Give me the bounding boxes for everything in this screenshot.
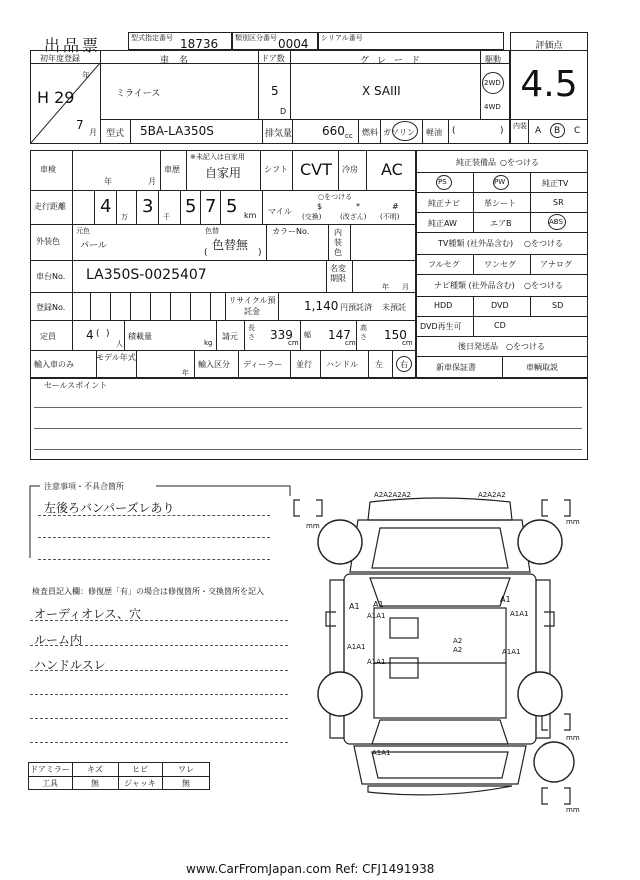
interior-label: 内装 (513, 122, 527, 130)
nav-type-title: ナビ種類 (社外品含む) (434, 281, 515, 290)
inspector-line-3: ハンドルスレ (34, 658, 106, 672)
nav-cd: CD (494, 321, 506, 330)
dmg-7: A1A1 (367, 658, 386, 666)
grade-value: X SAIII (362, 84, 401, 98)
inspector-line-1: オーディオレス、穴 (34, 607, 142, 621)
history-label: 車歴 (164, 165, 180, 174)
model-cert-label: 型式指定番号 (131, 34, 173, 42)
dmg-3: A1A1 (367, 612, 386, 620)
model-year-label: モデル年式 (96, 353, 136, 362)
registration-label: 登録No. (36, 303, 66, 312)
equip-airbag: エアB (490, 219, 512, 228)
equip-sr: SR (553, 198, 564, 207)
tamper-symbol: * (356, 202, 360, 211)
nav-dvd: DVD (491, 301, 509, 310)
grade-label: グレード (360, 56, 429, 66)
month-value: 7 (76, 118, 84, 132)
recycle-label: リサイクル預託金 (228, 296, 276, 316)
drive-label: 駆動 (485, 55, 501, 64)
original-color-label: 元色 (76, 227, 90, 235)
legend-jack-none: 無 (182, 779, 190, 788)
unit-rear-right: mm (566, 734, 580, 742)
car-damage-diagram (290, 488, 590, 813)
name-change-month-unit: 月 (402, 283, 409, 291)
shift-label: シフト (264, 165, 288, 174)
original-color-value: パール (80, 241, 107, 251)
rating-label: 評価点 (535, 41, 563, 51)
mileage-label: 走行距離 (34, 202, 66, 211)
left-handle: 左 (375, 360, 383, 369)
tv-type-circle-note: ○をつける (524, 239, 563, 248)
inspection-month-unit: 月 (148, 177, 156, 186)
category-value: 0004 (278, 37, 309, 51)
inspector-line-2: ルーム内 (34, 633, 83, 647)
unit-front-right: mm (566, 518, 580, 526)
year-unit: 年 (82, 71, 90, 80)
height-unit: cm (402, 339, 413, 347)
interior-a: A (535, 126, 542, 136)
light-oil-label: 軽油 (426, 128, 442, 137)
month-unit: 月 (89, 128, 97, 137)
first-reg-label: 初年度登録 (40, 54, 80, 63)
rating-value: 4.5 (520, 64, 578, 105)
car-name: ミライース (116, 89, 161, 99)
nav-type-circle-note: ○をつける (524, 281, 563, 290)
displacement-label: 排気量 (265, 129, 293, 139)
nav-hdd: HDD (434, 301, 453, 310)
mileage-digit-3: 5 (185, 196, 197, 217)
vehicle-manual: 車輌取説 (526, 363, 558, 372)
height-label: 高さ (360, 324, 367, 341)
color-number-label: カラーNo. (272, 227, 310, 236)
unit-spare: mm (566, 806, 580, 814)
interior-b: B (554, 126, 561, 136)
import-class-label: 輸入区分 (198, 360, 230, 369)
mileage-digit-4: 7 (205, 196, 217, 217)
length-value: 339 (270, 328, 293, 342)
color-change-label: 色替 (205, 227, 219, 235)
tamper-label: (改ざん) (340, 213, 367, 221)
parallel-label: 並行 (296, 360, 312, 369)
tv-full-seg: フルセグ (428, 260, 460, 269)
interior-c: C (574, 126, 581, 136)
dmg-8: A2 (453, 637, 463, 645)
shift-value: CVT (300, 160, 332, 179)
color-paren-close: ) (258, 248, 262, 258)
era-year: H 29 (37, 88, 75, 107)
legend-jack: ジャッキ (124, 779, 156, 788)
dmg-6: A1A1 (347, 643, 366, 651)
mileage-digit-2: 3 (142, 196, 154, 217)
right-handle: 右 (400, 360, 408, 369)
dmg-1: A1 (349, 602, 360, 611)
mileage-man: 万 (121, 213, 128, 221)
dmg-9: A2 (453, 646, 463, 654)
interior-color-label: 内装色 (334, 228, 342, 257)
handle-label: ハンドル (326, 360, 358, 369)
capacity-label: 定員 (40, 332, 56, 341)
displacement-value: 660 (322, 124, 345, 138)
doors-value: 5 (271, 84, 279, 98)
legend-tools: 工具 (42, 779, 58, 788)
drive-2wd: 2WD (484, 79, 501, 87)
category-label: 類別区分番号 (235, 34, 277, 42)
recycle-paid: 円預託済 (340, 303, 372, 312)
equip-nav: 純正ナビ (428, 199, 460, 208)
dmg-2: A1 (373, 600, 384, 609)
nav-dvd-play: DVD再生可 (420, 322, 462, 331)
sales-points-label: セールスポイント (44, 381, 108, 390)
model-cert-value: 18736 (180, 37, 219, 51)
dmg-rear: A1A1 (372, 749, 391, 757)
mileage-circle-note: ○をつける (318, 193, 353, 201)
model-year-unit: 年 (182, 369, 189, 377)
sheet-title: 出品票 (44, 36, 102, 55)
exterior-label: 外装色 (36, 237, 60, 246)
mileage-digit-5: 5 (226, 196, 238, 217)
recycle-value: 1,140 (304, 299, 339, 313)
nav-sd: SD (552, 301, 564, 310)
new-car-warranty: 新車保証書 (436, 363, 476, 372)
chassis-label: 車台No. (36, 272, 66, 281)
load-label: 積載量 (128, 332, 152, 341)
import-label: 輸入車のみ (34, 360, 74, 369)
footer-watermark: www.CarFromJapan.com Ref: CFJ1491938 (186, 862, 435, 876)
sales-points-box (30, 378, 588, 460)
unknown-label: (不明) (380, 213, 400, 221)
color-change-value: 色替無 (212, 238, 249, 252)
length-unit: cm (288, 339, 299, 347)
equip-ps: PS (438, 178, 447, 186)
load-unit: kg (204, 339, 213, 347)
equipment-title: 純正装備品 (456, 158, 496, 167)
history-note: ※未記入は自家用 (190, 153, 245, 161)
caution-bracket (26, 482, 294, 562)
history-value: 自家用 (205, 166, 242, 180)
caution-label: 注意事項・不具合箇所 (44, 482, 124, 491)
exchange-symbol: $ (317, 202, 323, 211)
width-label: 幅 (304, 331, 311, 339)
cooling-label: 冷房 (342, 165, 358, 174)
mile-label: マイル (268, 207, 292, 216)
dmg-front-left: A2A2A2A2 (374, 491, 411, 499)
exchange-label: (交換) (302, 213, 322, 221)
mileage-sen: 千 (163, 213, 170, 221)
equipment-circle-note: ○をつける (500, 158, 539, 167)
chassis-value: LA350S-0025407 (86, 267, 207, 283)
legend-tools-none: 無 (91, 779, 99, 788)
caution-text: 左後ろバンパーズレあり (44, 501, 175, 515)
equip-aw: 純正AW (428, 219, 457, 228)
inspection-label: 車検 (40, 165, 56, 174)
serial-label: シリアル番号 (321, 34, 363, 42)
car-name-label: 車名 (160, 56, 199, 66)
legend-header-scratch: キズ (87, 765, 103, 774)
capacity-value: 4 (86, 328, 94, 342)
unknown-symbol: # (392, 202, 399, 211)
dealer-label: ディーラー (243, 360, 283, 369)
color-paren-open: ( (204, 248, 208, 258)
name-change-year-unit: 年 (382, 283, 389, 291)
unit-front-left: mm (306, 522, 320, 530)
equip-tv: 純正TV (542, 179, 569, 188)
equip-pw: PW (494, 178, 506, 186)
width-value: 147 (328, 328, 351, 342)
name-change-label: 名変期限 (330, 264, 346, 283)
equip-abs: ABS (549, 218, 563, 226)
legend-header-crack: ヒビ (132, 765, 148, 774)
height-value: 150 (384, 328, 407, 342)
model-value: 5BA-LA350S (140, 124, 214, 138)
later-docs-title: 後日発送品 (458, 342, 498, 351)
fuel-label: 燃料 (362, 128, 378, 137)
legend-header-mirror: ドアミラー (30, 765, 70, 774)
later-docs-circle-note: ○をつける (506, 342, 545, 351)
model-label: 型式 (106, 129, 125, 139)
width-unit: cm (345, 339, 356, 347)
dmg-4: A1 (500, 595, 511, 604)
capacity-unit: 人 (116, 340, 123, 348)
inspection-year-unit: 年 (104, 177, 112, 186)
details-block (30, 150, 416, 378)
tv-one-seg: ワンセグ (484, 260, 516, 269)
doors-label: ドア数 (261, 54, 285, 63)
length-label: 長さ (248, 324, 255, 341)
dmg-front-right: A2A2A2 (478, 491, 506, 499)
request-label: 請元 (222, 332, 238, 341)
dmg-5: A1A1 (510, 610, 529, 618)
recycle-unpaid: 未預託 (382, 303, 406, 312)
fuel-value: ガソリン (383, 128, 415, 137)
mileage-digit-1: 4 (100, 196, 112, 217)
tv-type-title: TV種類 (社外品含む) (438, 239, 514, 248)
mileage-unit: km (244, 211, 257, 220)
cooling-value: AC (381, 160, 403, 179)
doors-suffix: D (280, 107, 287, 116)
displacement-unit: cc (345, 132, 353, 140)
tv-analog: アナログ (540, 260, 572, 269)
drive-4wd: 4WD (484, 103, 501, 111)
dmg-10: A1A1 (502, 648, 521, 656)
equip-leather: 革シート (484, 199, 516, 208)
legend-header-break: ワレ (178, 765, 194, 774)
inspector-label: 検査員記入欄：修復歴「有」の場合は修復箇所・交換箇所を記入 (32, 587, 264, 596)
